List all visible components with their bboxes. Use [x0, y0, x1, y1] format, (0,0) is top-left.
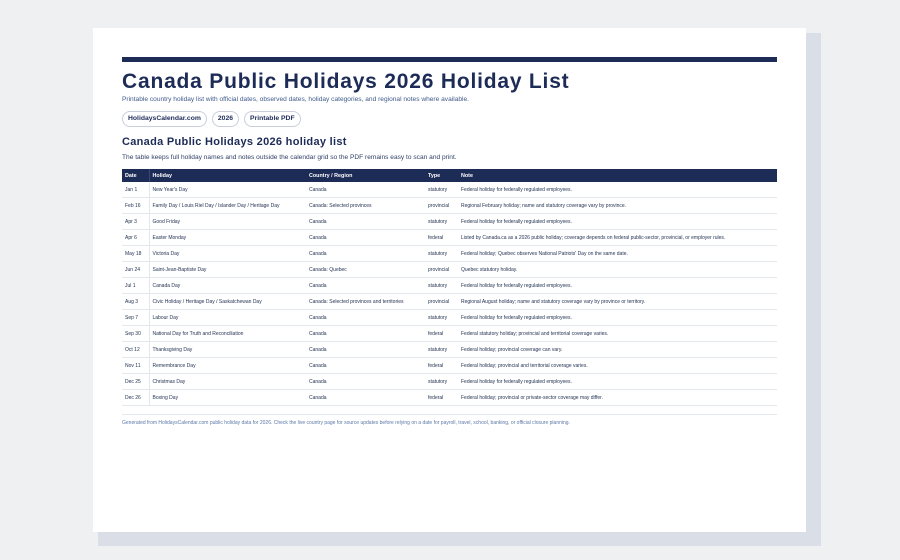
- note-cell: Regional August holiday; name and statutory coverage vary by province or territory.: [458, 294, 777, 310]
- meta-pills: [122, 111, 777, 127]
- table-body: [122, 182, 777, 406]
- type-cell: statutory: [425, 214, 458, 230]
- note-cell: Federal holiday for federally regulated employees.: [458, 310, 777, 326]
- type-cell: provincial: [425, 262, 458, 278]
- type-cell: federal: [425, 390, 458, 406]
- table-row: [122, 278, 777, 294]
- header-accent-bar: [122, 57, 777, 62]
- table-row: [122, 374, 777, 390]
- region-cell: Canada: [306, 326, 425, 342]
- note-cell: Regional February holiday; name and statutory coverage vary by province.: [458, 198, 777, 214]
- header-date: Date: [122, 169, 149, 182]
- note-cell: Federal holiday; provincial coverage can vary.: [458, 342, 777, 358]
- table-row: [122, 230, 777, 246]
- note-cell: Federal holiday for federally regulated employees.: [458, 182, 777, 198]
- holiday-cell: Victoria Day: [149, 246, 306, 262]
- region-cell: Canada: [306, 246, 425, 262]
- table-row: [122, 342, 777, 358]
- type-cell: statutory: [425, 342, 458, 358]
- table-row: [122, 182, 777, 198]
- section-title: Canada Public Holidays 2026 holiday list: [122, 136, 347, 148]
- holiday-cell: Boxing Day: [149, 390, 306, 406]
- note-cell: Federal holiday for federally regulated employees.: [458, 278, 777, 294]
- footer-divider: [122, 414, 777, 415]
- header-holiday: Holiday: [149, 169, 306, 182]
- date-cell: May 18: [122, 246, 149, 262]
- date-cell: Dec 25: [122, 374, 149, 390]
- table-row: [122, 358, 777, 374]
- region-cell: Canada: Selected provinces and territories: [306, 294, 425, 310]
- type-cell: federal: [425, 230, 458, 246]
- note-cell: Federal statutory holiday; provincial and territorial coverage varies.: [458, 326, 777, 342]
- holiday-cell: Thanksgiving Day: [149, 342, 306, 358]
- printable-pdf-pill[interactable]: Printable PDF: [244, 111, 301, 127]
- region-cell: Canada: [306, 278, 425, 294]
- header-country-region: Country / Region: [306, 169, 425, 182]
- region-cell: Canada: [306, 182, 425, 198]
- table-row: [122, 214, 777, 230]
- holiday-cell: Canada Day: [149, 278, 306, 294]
- type-cell: provincial: [425, 198, 458, 214]
- table-header-row: [122, 169, 777, 182]
- type-cell: federal: [425, 358, 458, 374]
- header-type: Type: [425, 169, 458, 182]
- note-cell: Federal holiday for federally regulated employees.: [458, 214, 777, 230]
- note-cell: Quebec statutory holiday.: [458, 262, 777, 278]
- holiday-cell: Good Friday: [149, 214, 306, 230]
- note-cell: Federal holiday; provincial and territorial coverage varies.: [458, 358, 777, 374]
- type-cell: statutory: [425, 182, 458, 198]
- site-pill[interactable]: HolidaysCalendar.com: [122, 111, 207, 127]
- year-pill[interactable]: 2026: [212, 111, 239, 127]
- region-cell: Canada: [306, 310, 425, 326]
- region-cell: Canada: [306, 214, 425, 230]
- holiday-cell: Easter Monday: [149, 230, 306, 246]
- date-cell: Apr 6: [122, 230, 149, 246]
- date-cell: Aug 3: [122, 294, 149, 310]
- date-cell: Jul 1: [122, 278, 149, 294]
- date-cell: Apr 3: [122, 214, 149, 230]
- date-cell: Jan 1: [122, 182, 149, 198]
- holiday-cell: New Year's Day: [149, 182, 306, 198]
- date-cell: Sep 7: [122, 310, 149, 326]
- type-cell: statutory: [425, 278, 458, 294]
- holiday-cell: Family Day / Louis Riel Day / Islander Day / Heritage Day: [149, 198, 306, 214]
- region-cell: Canada: [306, 358, 425, 374]
- document-content: [122, 57, 777, 427]
- table-row: [122, 326, 777, 342]
- date-cell: Sep 30: [122, 326, 149, 342]
- date-cell: Dec 26: [122, 390, 149, 406]
- date-cell: Oct 12: [122, 342, 149, 358]
- note-cell: Federal holiday for federally regulated employees.: [458, 374, 777, 390]
- page-title: Canada Public Holidays 2026 Holiday List: [122, 70, 570, 93]
- type-cell: statutory: [425, 374, 458, 390]
- region-cell: Canada: [306, 390, 425, 406]
- type-cell: provincial: [425, 294, 458, 310]
- note-cell: Listed by Canada.ca as a 2026 public holiday; coverage depends on federal public-sector, provincial, or employer rules.: [458, 230, 777, 246]
- holiday-table: [122, 169, 777, 406]
- date-cell: Jun 24: [122, 262, 149, 278]
- table-row: [122, 294, 777, 310]
- footer-note: Generated from HolidaysCalendar.com public holiday data for 2026. Check the live country page for source updates before relying on a date for payroll, travel, school, banking, or official closure planning.: [122, 420, 570, 426]
- section-description: The table keeps full holiday names and notes outside the calendar grid so the PDF remains easy to scan and print.: [122, 154, 457, 161]
- table-row: [122, 198, 777, 214]
- note-cell: Federal holiday; Quebec observes National Patriots' Day on the same date.: [458, 246, 777, 262]
- type-cell: statutory: [425, 246, 458, 262]
- region-cell: Canada: Quebec: [306, 262, 425, 278]
- type-cell: statutory: [425, 310, 458, 326]
- holiday-cell: Labour Day: [149, 310, 306, 326]
- table-row: [122, 262, 777, 278]
- holiday-cell: Saint-Jean-Baptiste Day: [149, 262, 306, 278]
- region-cell: Canada: Selected provinces: [306, 198, 425, 214]
- page-subtitle: Printable country holiday list with official dates, observed dates, holiday categories, and regional notes where available.: [122, 96, 469, 103]
- holiday-cell: National Day for Truth and Reconciliation: [149, 326, 306, 342]
- note-cell: Federal holiday; provincial or private-sector coverage may differ.: [458, 390, 777, 406]
- date-cell: Feb 16: [122, 198, 149, 214]
- table-row: [122, 246, 777, 262]
- region-cell: Canada: [306, 374, 425, 390]
- type-cell: federal: [425, 326, 458, 342]
- region-cell: Canada: [306, 342, 425, 358]
- date-cell: Nov 11: [122, 358, 149, 374]
- table-row: [122, 310, 777, 326]
- holiday-cell: Remembrance Day: [149, 358, 306, 374]
- table-row: [122, 390, 777, 406]
- header-note: Note: [458, 169, 777, 182]
- document-page: [93, 28, 806, 532]
- region-cell: Canada: [306, 230, 425, 246]
- holiday-cell: Civic Holiday / Heritage Day / Saskatchewan Day: [149, 294, 306, 310]
- holiday-cell: Christmas Day: [149, 374, 306, 390]
